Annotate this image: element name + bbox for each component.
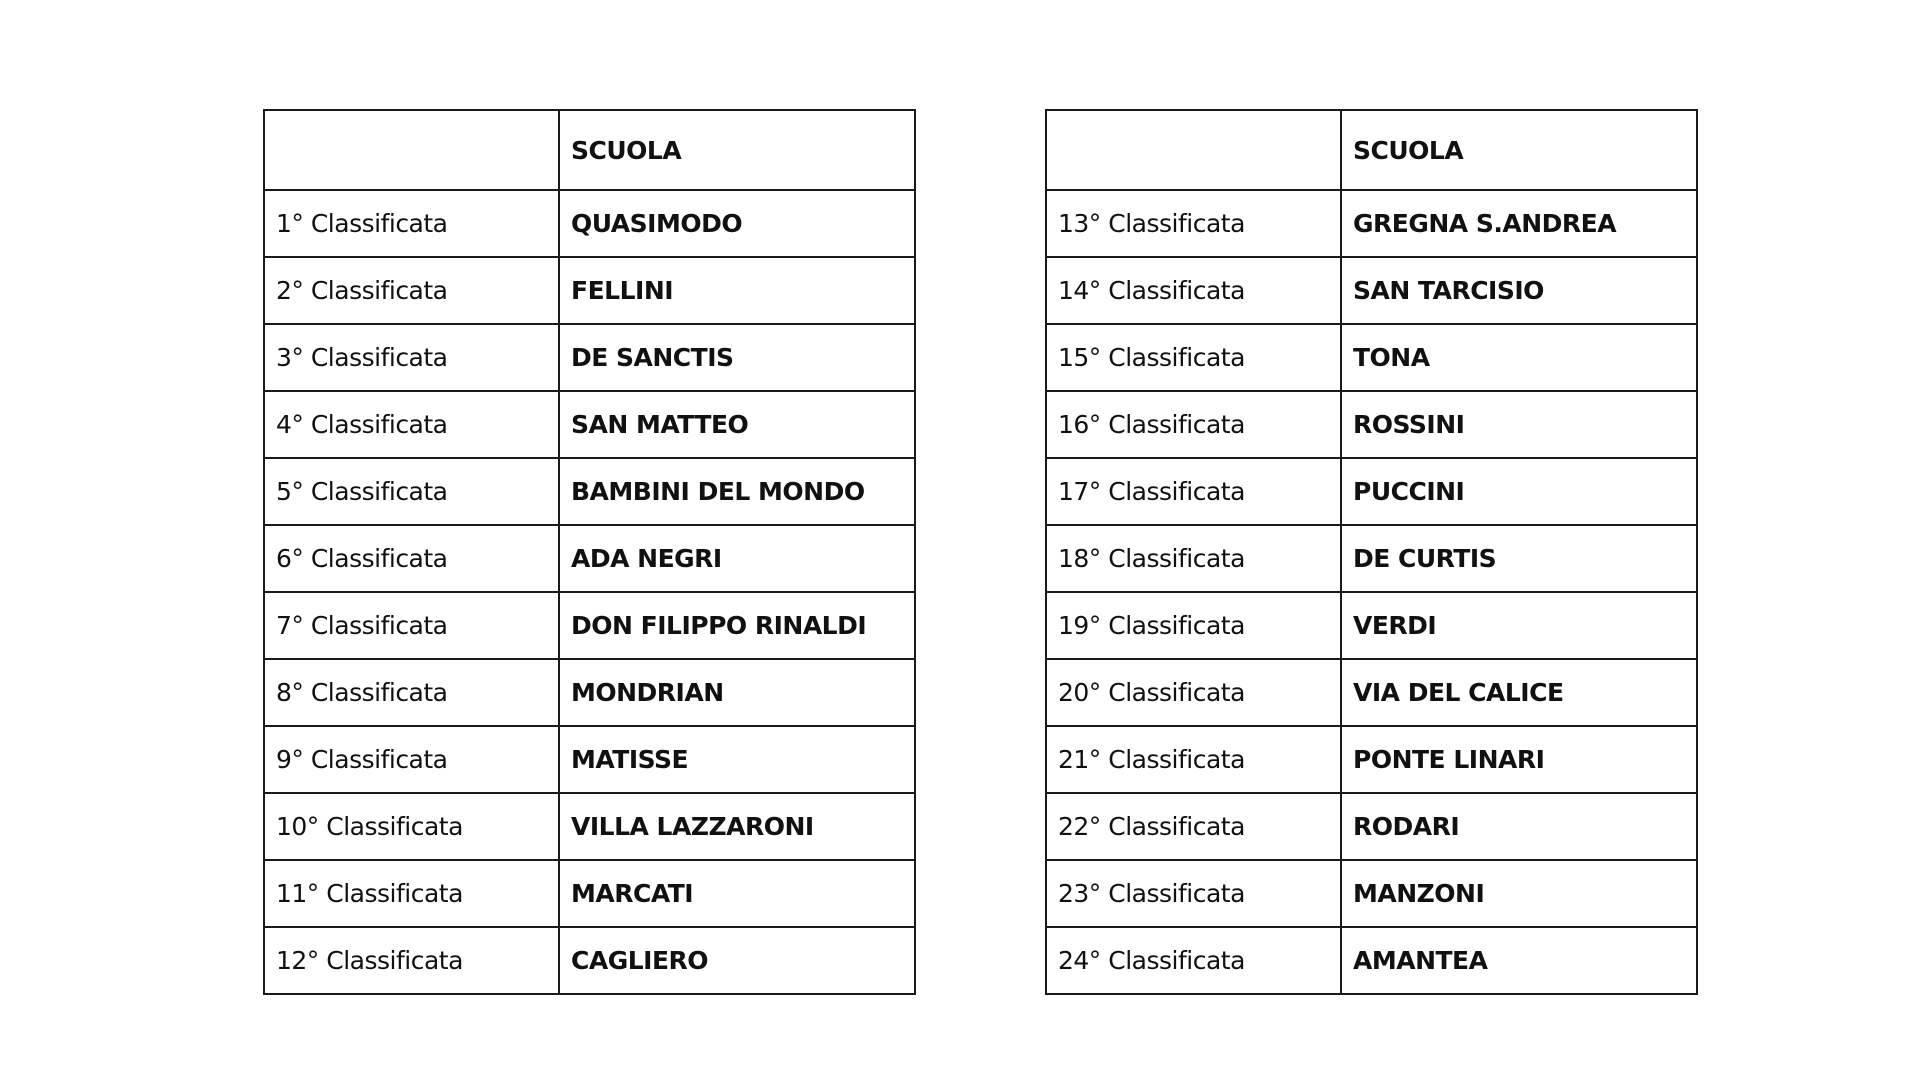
school-cell: DE SANCTIS <box>559 324 915 391</box>
school-cell: CAGLIERO <box>559 927 915 994</box>
header-school-cell: SCUOLA <box>559 110 915 190</box>
table-row <box>264 927 915 994</box>
table-row <box>264 793 915 860</box>
table-row <box>1046 190 1697 257</box>
school-cell: MONDRIAN <box>559 659 915 726</box>
school-cell: FELLINI <box>559 257 915 324</box>
table-row <box>1046 860 1697 927</box>
position-cell: 12° Classificata <box>264 927 559 994</box>
position-cell: 10° Classificata <box>264 793 559 860</box>
position-cell: 11° Classificata <box>264 860 559 927</box>
table-row <box>1046 927 1697 994</box>
school-cell: DON FILIPPO RINALDI <box>559 592 915 659</box>
school-cell: AMANTEA <box>1341 927 1697 994</box>
school-cell: ROSSINI <box>1341 391 1697 458</box>
table-row <box>1046 458 1697 525</box>
school-cell: VILLA LAZZARONI <box>559 793 915 860</box>
school-cell: RODARI <box>1341 793 1697 860</box>
position-cell: 9° Classificata <box>264 726 559 793</box>
position-cell: 17° Classificata <box>1046 458 1341 525</box>
position-cell: 21° Classificata <box>1046 726 1341 793</box>
table-row <box>1046 324 1697 391</box>
position-cell: 18° Classificata <box>1046 525 1341 592</box>
table-row <box>1046 726 1697 793</box>
position-cell: 15° Classificata <box>1046 324 1341 391</box>
header-position-cell <box>1046 110 1341 190</box>
table-row <box>264 525 915 592</box>
table-row <box>1046 391 1697 458</box>
ranking-table-left <box>263 109 916 995</box>
school-cell: QUASIMODO <box>559 190 915 257</box>
school-cell: MARCATI <box>559 860 915 927</box>
position-cell: 24° Classificata <box>1046 927 1341 994</box>
school-cell: VIA DEL CALICE <box>1341 659 1697 726</box>
table-row <box>264 391 915 458</box>
table-row <box>264 324 915 391</box>
position-cell: 2° Classificata <box>264 257 559 324</box>
position-cell: 4° Classificata <box>264 391 559 458</box>
position-cell: 20° Classificata <box>1046 659 1341 726</box>
school-cell: SAN TARCISIO <box>1341 257 1697 324</box>
position-cell: 14° Classificata <box>1046 257 1341 324</box>
position-cell: 22° Classificata <box>1046 793 1341 860</box>
position-cell: 8° Classificata <box>264 659 559 726</box>
school-cell: PONTE LINARI <box>1341 726 1697 793</box>
position-cell: 19° Classificata <box>1046 592 1341 659</box>
school-cell: ADA NEGRI <box>559 525 915 592</box>
position-cell: 5° Classificata <box>264 458 559 525</box>
header-school-cell: SCUOLA <box>1341 110 1697 190</box>
position-cell: 3° Classificata <box>264 324 559 391</box>
table-row <box>264 257 915 324</box>
table-row <box>1046 793 1697 860</box>
school-cell: TONA <box>1341 324 1697 391</box>
table-row <box>264 592 915 659</box>
ranking-table-right <box>1045 109 1698 995</box>
school-cell: DE CURTIS <box>1341 525 1697 592</box>
position-cell: 13° Classificata <box>1046 190 1341 257</box>
position-cell: 23° Classificata <box>1046 860 1341 927</box>
school-cell: SAN MATTEO <box>559 391 915 458</box>
position-cell: 6° Classificata <box>264 525 559 592</box>
position-cell: 16° Classificata <box>1046 391 1341 458</box>
table-header-row <box>1046 110 1697 190</box>
school-cell: VERDI <box>1341 592 1697 659</box>
table-row <box>1046 257 1697 324</box>
position-cell: 1° Classificata <box>264 190 559 257</box>
position-cell: 7° Classificata <box>264 592 559 659</box>
table-header-row <box>264 110 915 190</box>
school-cell: GREGNA S.ANDREA <box>1341 190 1697 257</box>
table-row <box>264 190 915 257</box>
table-row <box>264 458 915 525</box>
table-row <box>264 860 915 927</box>
table-row <box>1046 592 1697 659</box>
table-row <box>1046 525 1697 592</box>
school-cell: MATISSE <box>559 726 915 793</box>
header-position-cell <box>264 110 559 190</box>
school-cell: PUCCINI <box>1341 458 1697 525</box>
table-row <box>264 726 915 793</box>
table-row <box>1046 659 1697 726</box>
school-cell: MANZONI <box>1341 860 1697 927</box>
school-cell: BAMBINI DEL MONDO <box>559 458 915 525</box>
table-row <box>264 659 915 726</box>
